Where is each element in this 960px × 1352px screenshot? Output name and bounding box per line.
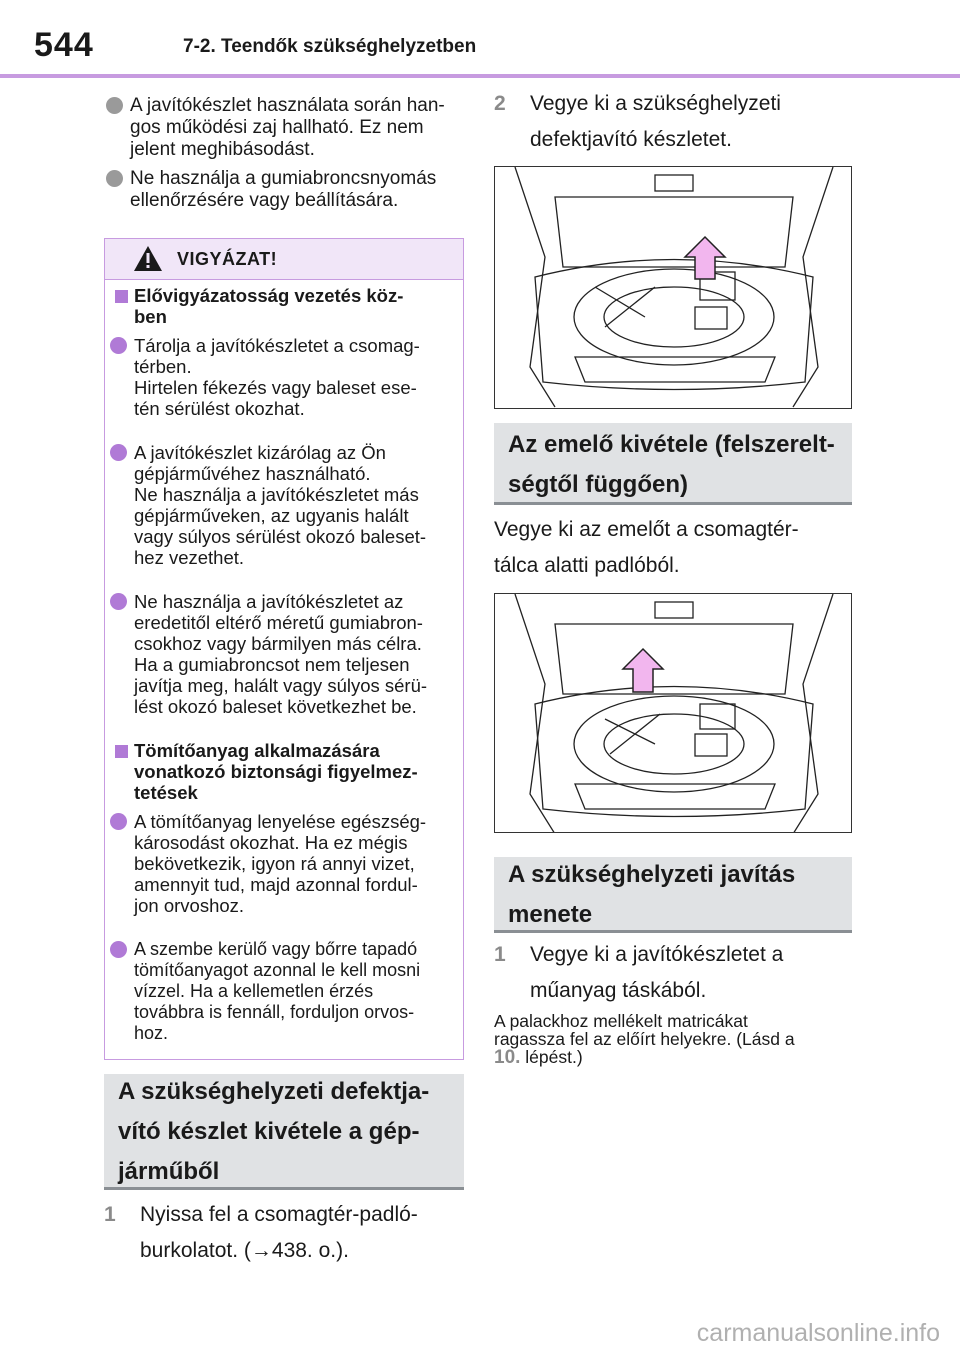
- trunk-jack-illustration: [494, 593, 852, 833]
- text-line: Vegye ki az emelőt a csomagtér-: [494, 518, 799, 541]
- text-line: ragassza fel az előírt helyekre. (Lásd a: [494, 1029, 795, 1049]
- text-line: műanyag táskából.: [530, 979, 707, 1002]
- bullet-dot-icon: [110, 593, 127, 610]
- section-heading-removal: [104, 1074, 464, 1190]
- warning-item: A javítókészlet kizárólag az Ön gépjárművéhez használható. Ne használja a javítókészletet más gépjárműveken, az ugyanis halált vagy súlyos sérülést okozó baleset- hez vezethet.: [134, 442, 426, 568]
- warning-item: Ne használja a javítókészletet az eredetitől eltérő méretű gumiabron- csokhoz vagy bármilyen más célra. Ha a gumiabroncsot nem teljesen javítja meg, halált vagy súlyos sérü- lést okozó baleset következhet be.: [134, 591, 427, 717]
- jack-instructions: [494, 512, 854, 584]
- text-line: jelent meghibásodást.: [130, 139, 315, 160]
- page-number: 544: [34, 26, 94, 64]
- step-number: 1: [104, 1203, 116, 1226]
- heading-text: Az emelő kivétele (felszerelt- ségtől függően): [508, 431, 835, 498]
- bullet-dot-icon: [110, 813, 127, 830]
- bullet-pressure: [130, 168, 465, 212]
- bullet-noise: [130, 95, 465, 161]
- warning-item: Tárolja a javítókészletet a csomag- térben. Hirtelen fékezés vagy baleset ese- tén sérülést okozhat.: [134, 335, 420, 419]
- heading-text: A szükséghelyzeti javítás menete: [508, 861, 796, 928]
- warning-title: VIGYÁZAT!: [177, 249, 278, 269]
- bullet-dot-icon: [110, 941, 127, 958]
- warning-header: [105, 239, 463, 280]
- section-heading-jack: [494, 423, 852, 505]
- bullet-dot-icon: [110, 337, 127, 354]
- section-title: 7-2. Teendők szükséghelyzetben: [183, 36, 477, 57]
- text-line: defektjavító készletet.: [530, 128, 732, 151]
- section-heading-repair: [494, 857, 852, 933]
- trunk-repair-kit-illustration: [494, 166, 852, 409]
- step-number: 1: [494, 943, 506, 966]
- warning-heading-sealant: Tömítőanyag alkalmazására vonatkozó biztonsági figyelmez- tetések: [134, 740, 418, 803]
- header-divider: [0, 74, 960, 78]
- text-line: A javítókészlet használata során han-: [130, 95, 445, 116]
- warning-box: [104, 238, 464, 1060]
- watermark: carmanualsonline.info: [696, 1319, 940, 1347]
- warning-triangle-icon: [133, 245, 163, 272]
- warning-item: A tömítőanyag lenyelése egészség- károsodást okozhat. Ha ez mégis bekövetkezik, igyon rá annyi vizet, amennyit tud, majd azonnal fordul- jon orvoshoz.: [134, 811, 426, 916]
- bullet-dot-icon: [110, 444, 127, 461]
- warning-heading-driving: Elővigyázatosság vezetés köz- ben: [134, 285, 404, 327]
- text-line: lépést.): [520, 1047, 583, 1067]
- section-square-icon: [115, 745, 128, 758]
- text-line: Vegye ki a szükséghelyzeti: [530, 92, 781, 115]
- bullet-dot-icon: [106, 97, 123, 114]
- section-square-icon: [115, 290, 128, 303]
- step-number: 2: [494, 92, 506, 115]
- sticker-note: [494, 1012, 854, 1067]
- text-line: tálca alatti padlóból.: [494, 554, 680, 577]
- page-header: [0, 0, 960, 80]
- text-line: gos működési zaj hallható. Ez nem: [130, 117, 424, 138]
- bullet-dot-icon: [106, 170, 123, 187]
- text-line: Vegye ki a javítókészletet a: [530, 943, 784, 966]
- text-line: Nyissa fel a csomagtér-padló-: [140, 1203, 418, 1226]
- text-line: A palackhoz mellékelt matricákat: [494, 1011, 748, 1031]
- heading-text: A szükséghelyzeti defektja- vító készlet kivétele a gép- járműből: [118, 1078, 430, 1185]
- text-line: Ne használja a gumiabroncsnyomás: [130, 168, 437, 189]
- text-line: burkolatot. (→438. o.).: [140, 1239, 349, 1262]
- text-line: ellenőrzésére vagy beállítására.: [130, 190, 399, 211]
- warning-item: A szembe kerülő vagy bőrre tapadó tömítőanyagot azonnal le kell mosni vízzel. Ha a kellemetlen érzés továbbra is fennáll, forduljon orvos- hoz.: [134, 939, 420, 1044]
- step-reference: 10.: [494, 1047, 521, 1068]
